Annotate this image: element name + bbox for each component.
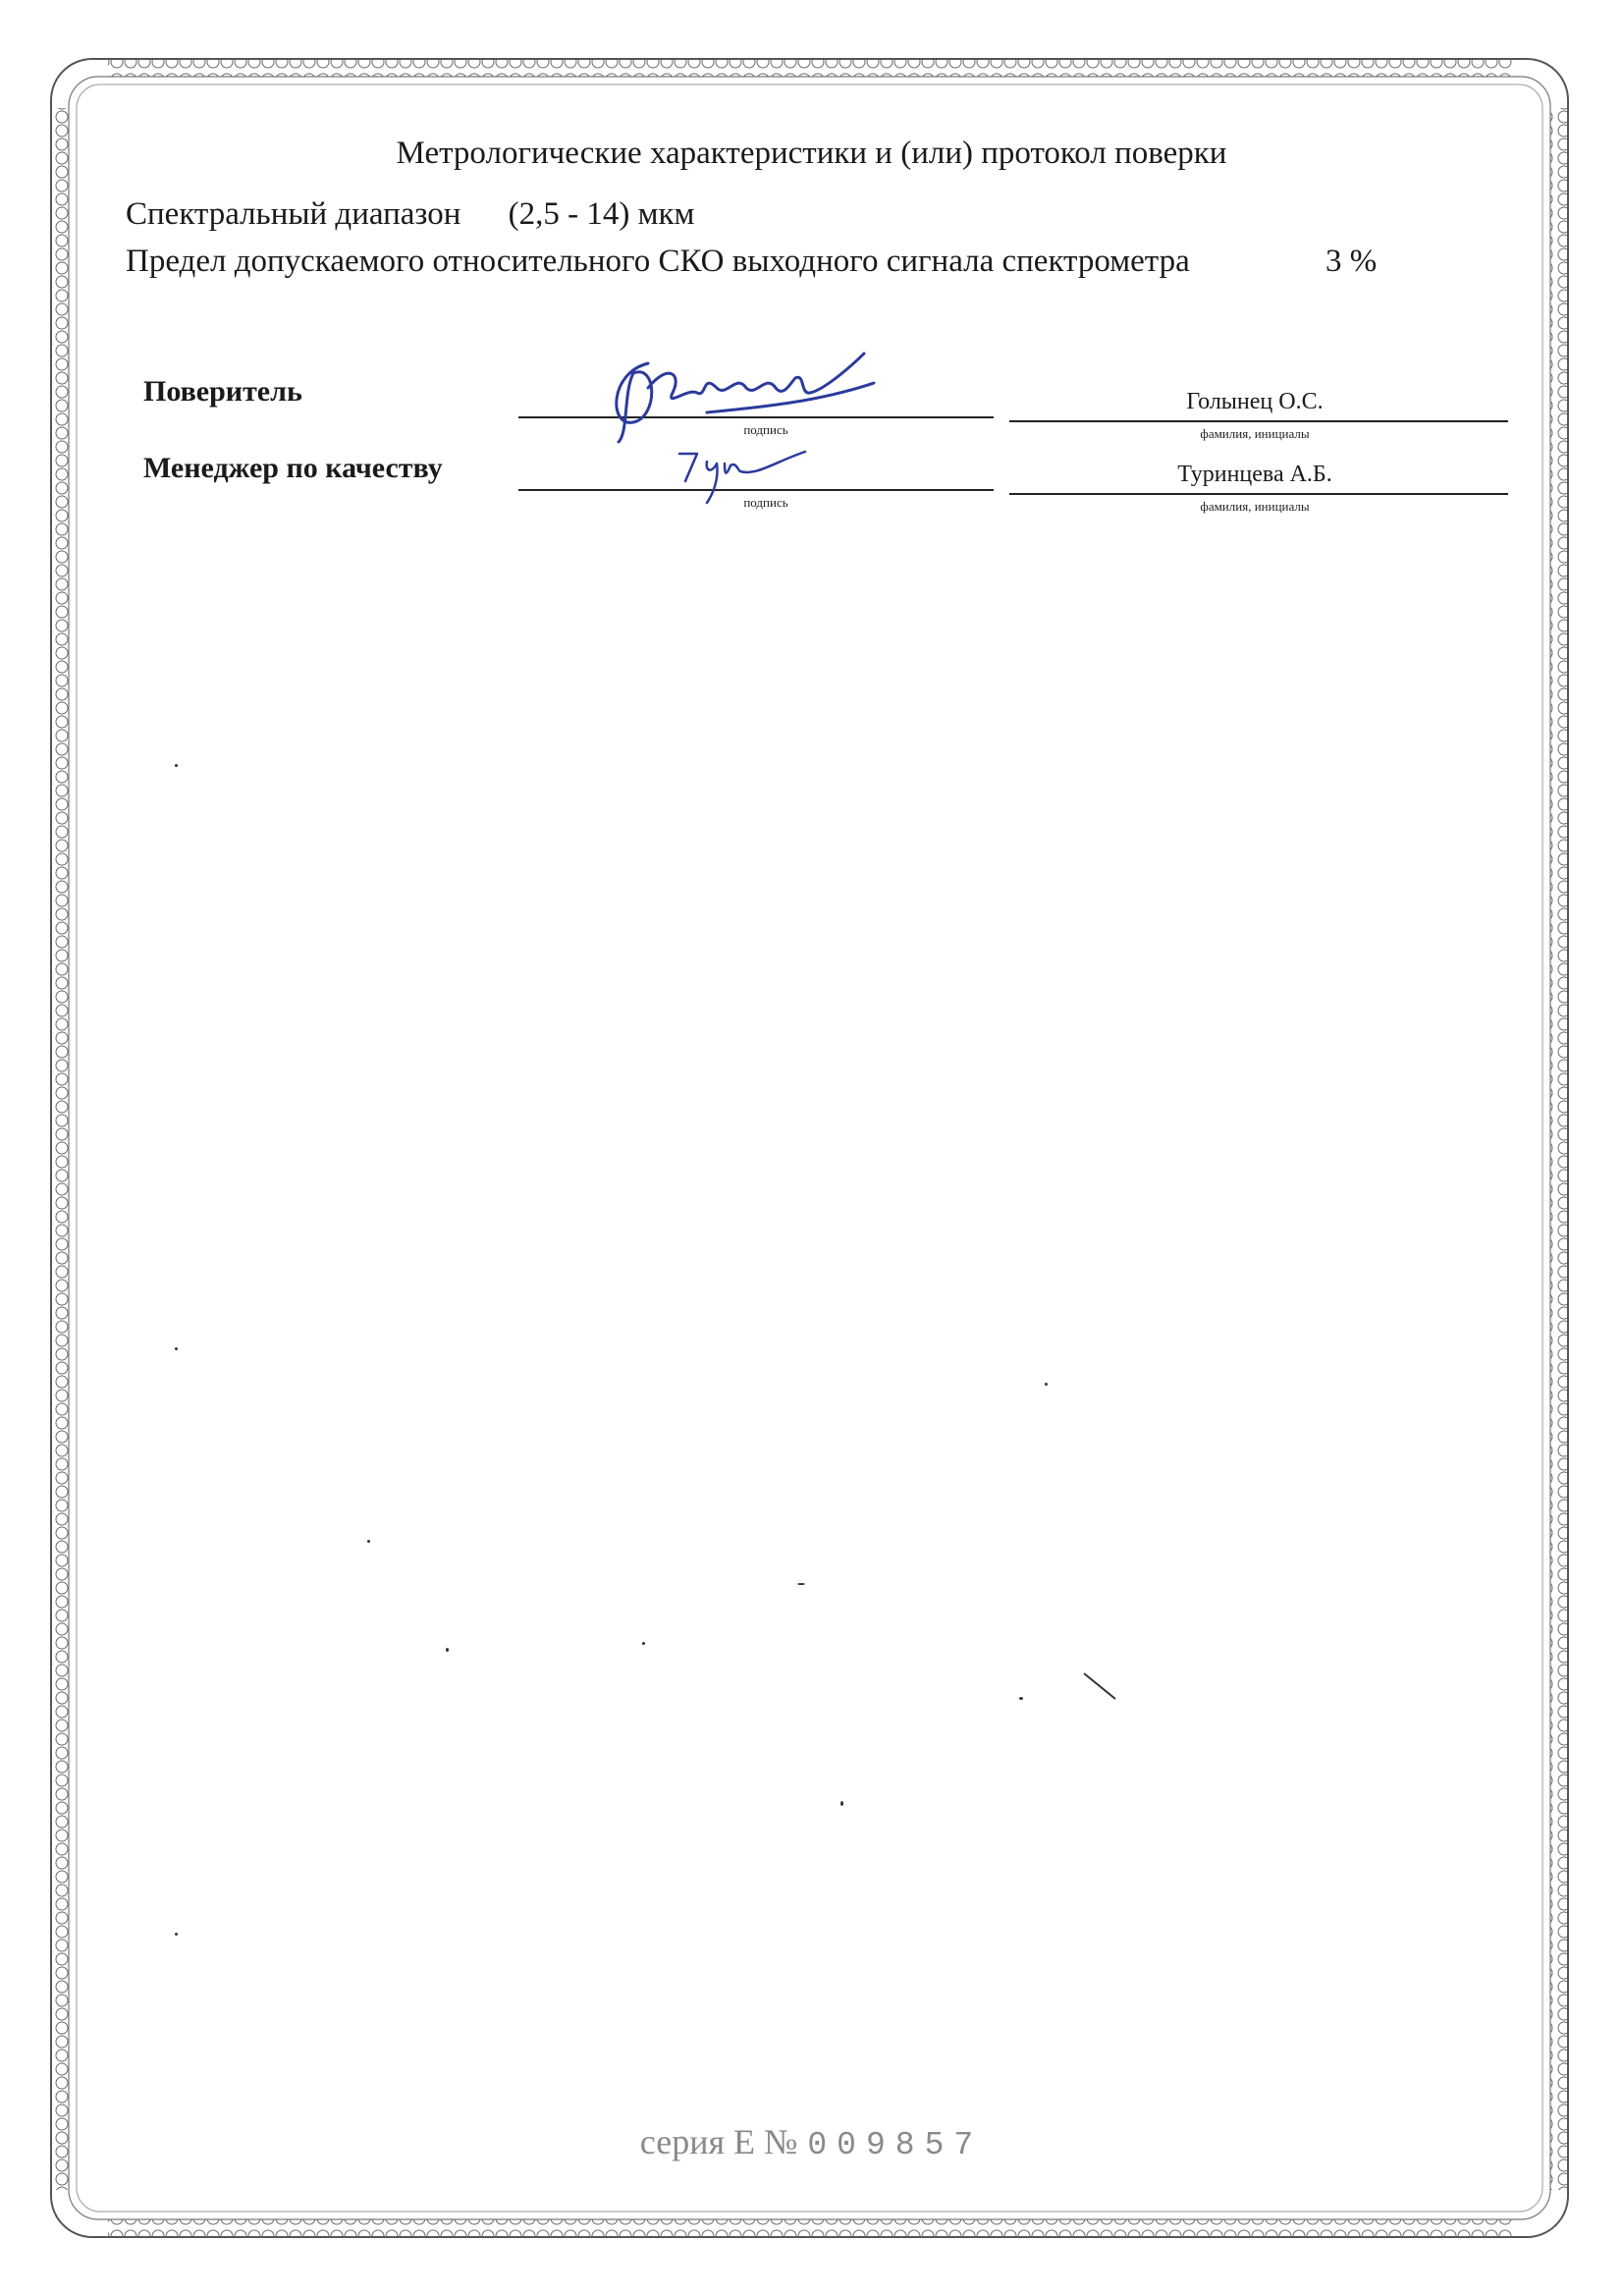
sko-limit-value: 3 % — [1325, 244, 1378, 279]
sko-limit-label: Предел допускаемого относительного СКО выходного сигнала спектрометра — [126, 244, 1190, 279]
quality-manager-role: Менеджер по качеству — [143, 452, 443, 484]
verifier-role: Поверитель — [143, 375, 302, 408]
spectral-range-label: Спектральный диапазон — [126, 196, 461, 232]
scan-speck — [175, 1347, 178, 1350]
scan-mark — [1080, 1669, 1129, 1709]
verifier-signature — [589, 334, 884, 452]
spectral-range-value: (2,5 - 14) мкм — [508, 196, 695, 232]
quality-manager-signature — [668, 442, 825, 511]
quality-manager-name-line — [1009, 493, 1508, 495]
scan-speck — [175, 1933, 178, 1936]
series-number-value: 009857 — [807, 2127, 984, 2163]
verifier-signature-caption: подпись — [743, 422, 788, 437]
scan-speck — [797, 1583, 805, 1585]
scan-speck — [175, 764, 178, 767]
scan-speck — [1045, 1383, 1048, 1386]
verifier-name-caption: фамилия, инициалы — [1200, 426, 1310, 441]
document-title: Метрологические характеристики и (или) протокол поверки — [396, 136, 1227, 171]
scan-speck — [446, 1648, 449, 1652]
spectral-range-row — [126, 196, 694, 233]
verifier-name-line — [1009, 420, 1508, 422]
sko-limit-row — [126, 244, 1378, 280]
series-number — [0, 2121, 1623, 2163]
scan-speck — [642, 1642, 645, 1645]
verifier-name: Голынец О.С. — [1186, 389, 1324, 414]
scan-speck — [367, 1540, 370, 1543]
quality-manager-name-caption: фамилия, инициалы — [1200, 499, 1310, 514]
quality-manager-signature-caption: подпись — [743, 495, 788, 510]
scan-speck — [1019, 1697, 1023, 1700]
series-label: серия Е № — [639, 2122, 798, 2161]
scan-speck — [840, 1801, 843, 1806]
quality-manager-name: Туринцева А.Б. — [1177, 462, 1332, 487]
